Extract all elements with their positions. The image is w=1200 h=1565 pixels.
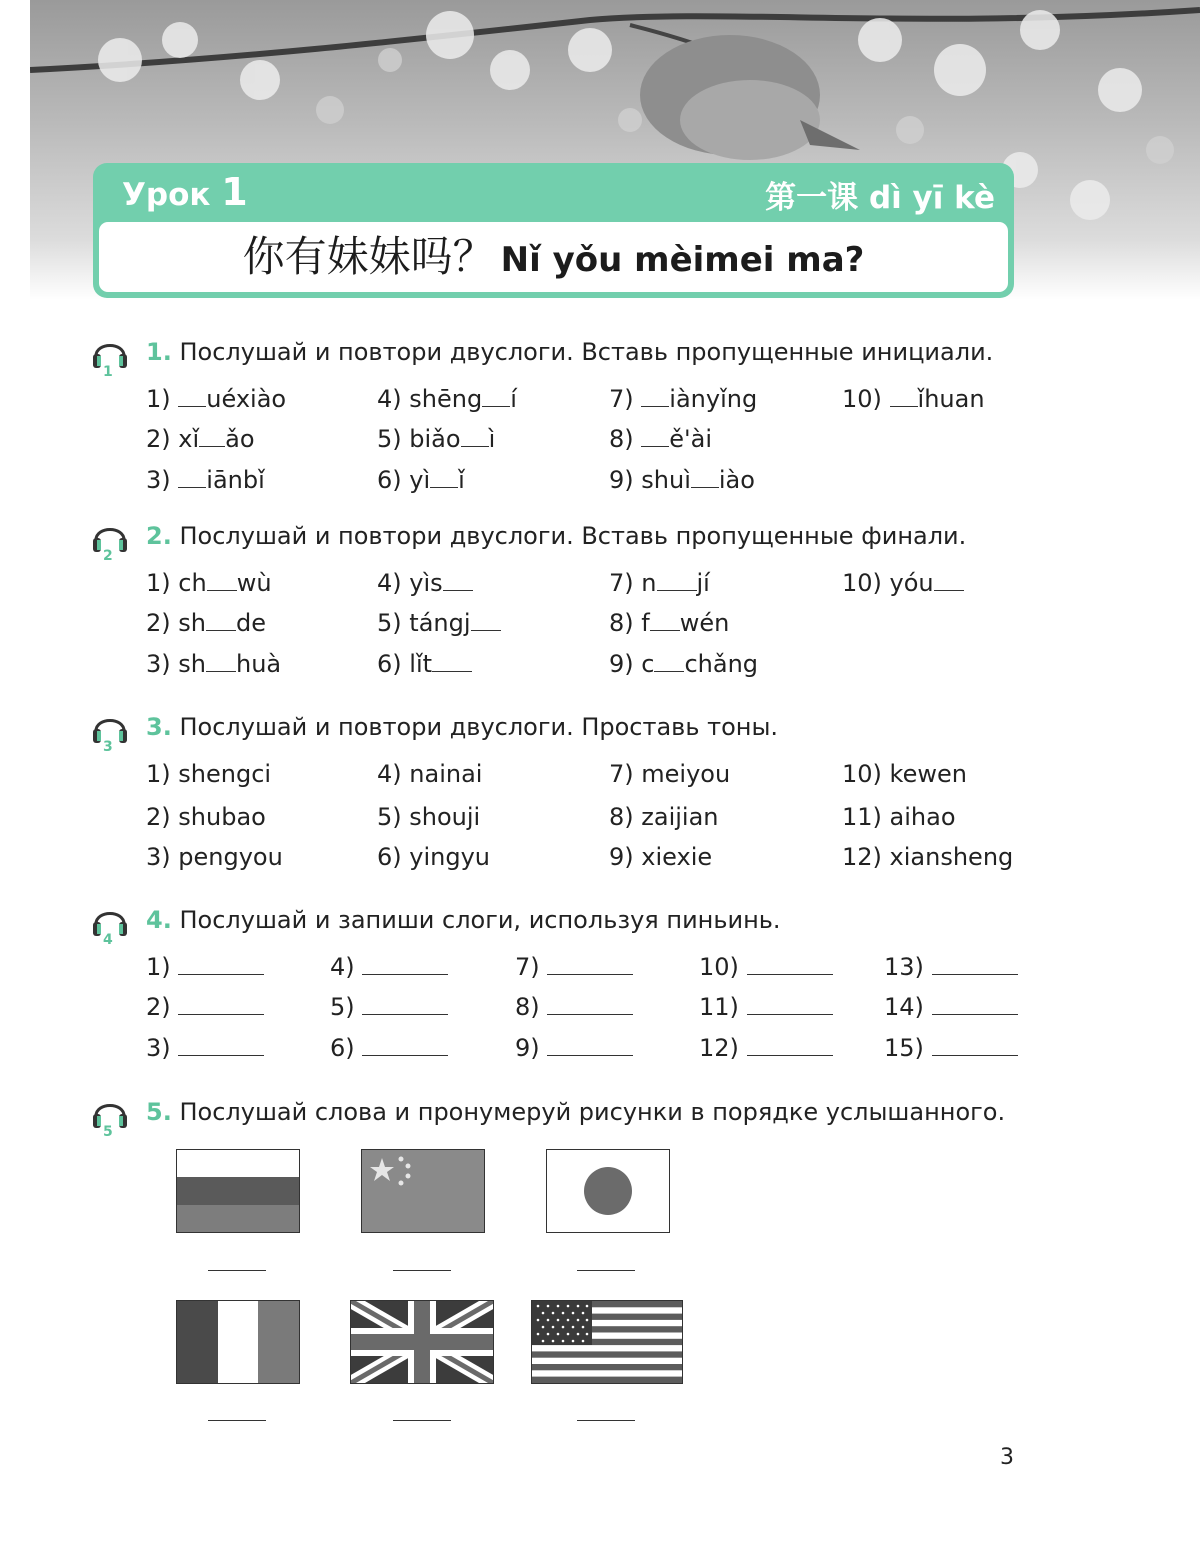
ex3-item-8: 8) zaijian — [609, 803, 719, 831]
ex3-item-10: 10) kewen — [842, 760, 967, 788]
answer-line[interactable] — [393, 1420, 451, 1421]
lesson-title — [99, 222, 1008, 292]
ex3-item-9: 9) xiexie — [609, 843, 713, 871]
ex2-item-9: 9) c chǎng — [609, 650, 759, 678]
answer-blank[interactable] — [178, 954, 264, 975]
ex2-item-5: 5) tángj — [377, 609, 501, 637]
answer-line[interactable] — [393, 1270, 451, 1271]
answer-line[interactable] — [208, 1270, 266, 1271]
audio-track-number: 2 — [103, 548, 113, 564]
answer-blank[interactable] — [641, 426, 669, 447]
answer-blank[interactable] — [547, 994, 633, 1015]
russia-flag — [176, 1149, 300, 1233]
ex1-item-10: 10) ǐhuan — [842, 385, 985, 413]
ex4-item-1: 1) — [146, 953, 264, 981]
china-flag — [361, 1149, 485, 1233]
usa-flag — [531, 1300, 683, 1384]
lesson-chinese-header: 第一课 dì yī kè — [765, 180, 995, 216]
audio-track-number: 5 — [103, 1124, 113, 1140]
answer-blank[interactable] — [178, 467, 206, 488]
page-number: 3 — [1000, 1445, 1014, 1470]
answer-blank[interactable] — [443, 570, 473, 591]
ex4-item-9: 9) — [515, 1034, 633, 1062]
ex2-item-4: 4) yìs — [377, 569, 473, 597]
ex4-item-5: 5) — [330, 993, 448, 1021]
ex4-item-2: 2) — [146, 993, 264, 1021]
ex4-item-14: 14) — [884, 993, 1018, 1021]
ex3-item-6: 6) yingyu — [377, 843, 491, 871]
answer-blank[interactable] — [932, 954, 1018, 975]
answer-blank[interactable] — [934, 570, 964, 591]
exercise-4-title: 4. Послушай и запиши слоги, используя пиньинь. — [146, 906, 781, 934]
answer-blank[interactable] — [206, 610, 236, 631]
answer-blank[interactable] — [890, 386, 918, 407]
answer-blank[interactable] — [747, 1035, 833, 1056]
answer-blank[interactable] — [207, 570, 237, 591]
audio-track-number: 3 — [103, 739, 113, 755]
ex3-item-2: 2) shubao — [146, 803, 266, 831]
ex3-item-12: 12) xiansheng — [842, 843, 1014, 871]
ex4-item-12: 12) — [699, 1034, 833, 1062]
answer-blank[interactable] — [362, 1035, 448, 1056]
answer-blank[interactable] — [482, 386, 510, 407]
ex1-item-4: 4) shēng í — [377, 385, 517, 413]
ex1-item-8: 8) ě'ài — [609, 425, 713, 453]
ex2-item-6: 6) lǐt — [377, 650, 472, 678]
ex1-item-5: 5) biǎo ì — [377, 425, 496, 453]
ex3-item-1: 1) shengci — [146, 760, 272, 788]
japan-flag — [546, 1149, 670, 1233]
exercise-5-title: 5. Послушай слова и пронумеруй рисунки в порядке услышанного. — [146, 1098, 1006, 1126]
ex1-item-7: 7) iànyǐng — [609, 385, 758, 413]
answer-blank[interactable] — [206, 651, 236, 672]
answer-line[interactable] — [577, 1270, 635, 1271]
france-flag — [176, 1300, 300, 1384]
lesson-title-pinyin: Nǐ yǒu mèimei ma? — [500, 240, 865, 280]
exercise-2-title: 2. Послушай и повтори двуслоги. Вставь пропущенные финали. — [146, 522, 967, 550]
ex1-item-1: 1) uéxiào — [146, 385, 287, 413]
ex4-item-3: 3) — [146, 1034, 264, 1062]
answer-blank[interactable] — [654, 651, 684, 672]
answer-blank[interactable] — [362, 954, 448, 975]
ex1-item-2: 2) xǐ ǎo — [146, 425, 255, 453]
ex4-item-6: 6) — [330, 1034, 448, 1062]
answer-blank[interactable] — [547, 954, 633, 975]
answer-blank[interactable] — [430, 467, 458, 488]
ex3-item-3: 3) pengyou — [146, 843, 283, 871]
ex3-item-4: 4) nainai — [377, 760, 483, 788]
answer-blank[interactable] — [178, 994, 264, 1015]
ex2-item-1: 1) ch wù — [146, 569, 272, 597]
answer-line[interactable] — [577, 1420, 635, 1421]
ex1-item-3: 3) iānbǐ — [146, 466, 265, 494]
ex2-item-10: 10) yóu — [842, 569, 964, 597]
ex4-item-10: 10) — [699, 953, 833, 981]
answer-blank[interactable] — [471, 610, 501, 631]
answer-blank[interactable] — [657, 570, 697, 591]
answer-blank[interactable] — [650, 610, 680, 631]
answer-blank[interactable] — [461, 426, 489, 447]
ex4-item-15: 15) — [884, 1034, 1018, 1062]
ex3-item-7: 7) meiyou — [609, 760, 731, 788]
ex3-item-11: 11) aihao — [842, 803, 956, 831]
audio-track-number: 4 — [103, 932, 113, 948]
answer-blank[interactable] — [932, 994, 1018, 1015]
ex4-item-7: 7) — [515, 953, 633, 981]
exercise-3-title: 3. Послушай и повтори двуслоги. Проставь тоны. — [146, 713, 779, 741]
audio-track-number: 1 — [103, 364, 113, 380]
lesson-label: Урок 1 — [122, 170, 248, 214]
answer-blank[interactable] — [547, 1035, 633, 1056]
lesson-title-chinese: 你有妹妹吗？ — [242, 232, 495, 281]
answer-blank[interactable] — [747, 954, 833, 975]
answer-blank[interactable] — [932, 1035, 1018, 1056]
exercise-1-title: 1. Послушай и повтори двуслоги. Вставь пропущенные инициали. — [146, 338, 994, 366]
ex2-item-8: 8) f wén — [609, 609, 730, 637]
ex4-item-4: 4) — [330, 953, 448, 981]
answer-blank[interactable] — [362, 994, 448, 1015]
uk-flag — [350, 1300, 494, 1384]
ex2-item-2: 2) sh de — [146, 609, 266, 637]
answer-blank[interactable] — [641, 386, 669, 407]
ex2-item-3: 3) sh huà — [146, 650, 282, 678]
ex1-item-6: 6) yì ǐ — [377, 466, 465, 494]
answer-blank[interactable] — [199, 426, 225, 447]
answer-blank[interactable] — [747, 994, 833, 1015]
ex3-item-5: 5) shouji — [377, 803, 481, 831]
ex4-item-8: 8) — [515, 993, 633, 1021]
ex4-item-13: 13) — [884, 953, 1018, 981]
answer-blank[interactable] — [432, 651, 472, 672]
answer-blank[interactable] — [178, 1035, 264, 1056]
answer-blank[interactable] — [178, 386, 206, 407]
ex1-item-9: 9) shuì iào — [609, 466, 755, 494]
answer-line[interactable] — [208, 1420, 266, 1421]
answer-blank[interactable] — [691, 467, 719, 488]
ex4-item-11: 11) — [699, 993, 833, 1021]
ex2-item-7: 7) n jí — [609, 569, 710, 597]
